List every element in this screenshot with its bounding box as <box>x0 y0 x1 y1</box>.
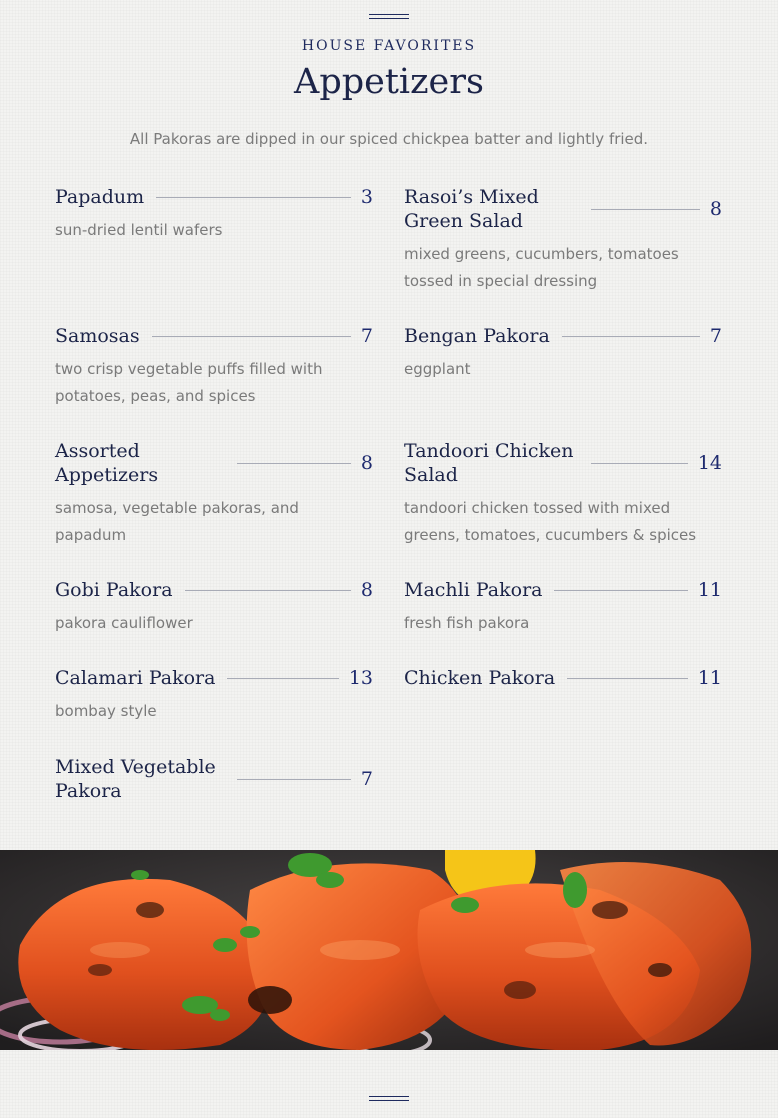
page-title: Appetizers <box>294 62 484 102</box>
menu-item-price: 8 <box>360 452 373 474</box>
menu-item-price: 3 <box>360 186 373 208</box>
leader-line <box>152 336 351 337</box>
menu-item-mixed-green-salad <box>404 185 722 295</box>
menu-item-price: 11 <box>697 667 722 689</box>
menu-item-tandoori-chicken-salad <box>404 439 722 549</box>
menu-item-name: Rasoi’s Mixed Green Salad <box>404 186 539 232</box>
menu-item-price: 8 <box>709 198 722 220</box>
leader-line <box>591 463 688 464</box>
leader-line <box>156 197 351 198</box>
menu-item-name: Calamari Pakora <box>55 667 216 689</box>
menu-item-papadum <box>55 185 373 244</box>
menu-item-bengan-pakora <box>404 324 722 383</box>
menu-item-price: 8 <box>360 579 373 601</box>
menu-item-samosas <box>55 324 373 410</box>
menu-item-chicken-pakora <box>404 666 722 690</box>
menu-item-name: Papadum <box>55 186 145 208</box>
menu-item-price: 14 <box>697 452 722 474</box>
menu-item-price: 7 <box>709 325 722 347</box>
menu-item-mixed-vegetable-pakora <box>55 755 373 803</box>
menu-item-description: fresh fish pakora <box>404 614 530 632</box>
menu-item-price: 13 <box>348 667 373 689</box>
top-divider-ornament <box>369 14 409 19</box>
menu-item-calamari-pakora <box>55 666 373 725</box>
menu-item-description: tandoori chicken tossed with mixed greens, tomatoes, cucumbers & spices <box>404 499 697 544</box>
leader-line <box>562 336 700 337</box>
menu-item-description: two crisp vegetable puffs filled with potatoes, peas, and spices <box>55 360 323 405</box>
menu-item-name: Mixed Vegetable Pakora <box>55 756 216 802</box>
section-subtitle: All Pakoras are dipped in our spiced chickpea batter and lightly fried. <box>129 130 649 148</box>
bottom-divider-ornament <box>369 1096 409 1101</box>
leader-line <box>237 463 351 464</box>
food-image <box>0 850 778 1050</box>
menu-item-description: sun-dried lentil wafers <box>55 221 223 239</box>
leader-line <box>554 590 687 591</box>
tandoori-chicken-photo <box>0 850 778 1050</box>
menu-item-description: eggplant <box>404 360 471 378</box>
menu-item-name: Gobi Pakora <box>55 579 173 601</box>
leader-line <box>237 779 351 780</box>
section-eyebrow: HOUSE FAVORITES <box>301 38 477 54</box>
leader-line <box>567 678 688 679</box>
menu-item-description: mixed greens, cucumbers, tomatoes tossed in special dressing <box>404 245 679 290</box>
menu-item-name: Assorted Appetizers <box>55 440 159 486</box>
menu-item-price: 7 <box>360 768 373 790</box>
leader-line <box>227 678 338 679</box>
menu-item-machli-pakora <box>404 578 722 637</box>
leader-line <box>185 590 351 591</box>
menu-item-gobi-pakora <box>55 578 373 637</box>
menu-item-price: 7 <box>360 325 373 347</box>
menu-item-description: pakora cauliflower <box>55 614 193 632</box>
menu-item-assorted-appetizers <box>55 439 373 549</box>
menu-item-name: Chicken Pakora <box>404 667 556 689</box>
menu-item-name: Tandoori Chicken Salad <box>404 440 574 486</box>
menu-item-name: Bengan Pakora <box>404 325 550 347</box>
menu-item-price: 11 <box>697 579 722 601</box>
menu-item-name: Samosas <box>55 325 140 347</box>
leader-line <box>591 209 700 210</box>
menu-item-description: bombay style <box>55 702 157 720</box>
menu-item-description: samosa, vegetable pakoras, and papadum <box>55 499 299 544</box>
menu-item-name: Machli Pakora <box>404 579 543 601</box>
